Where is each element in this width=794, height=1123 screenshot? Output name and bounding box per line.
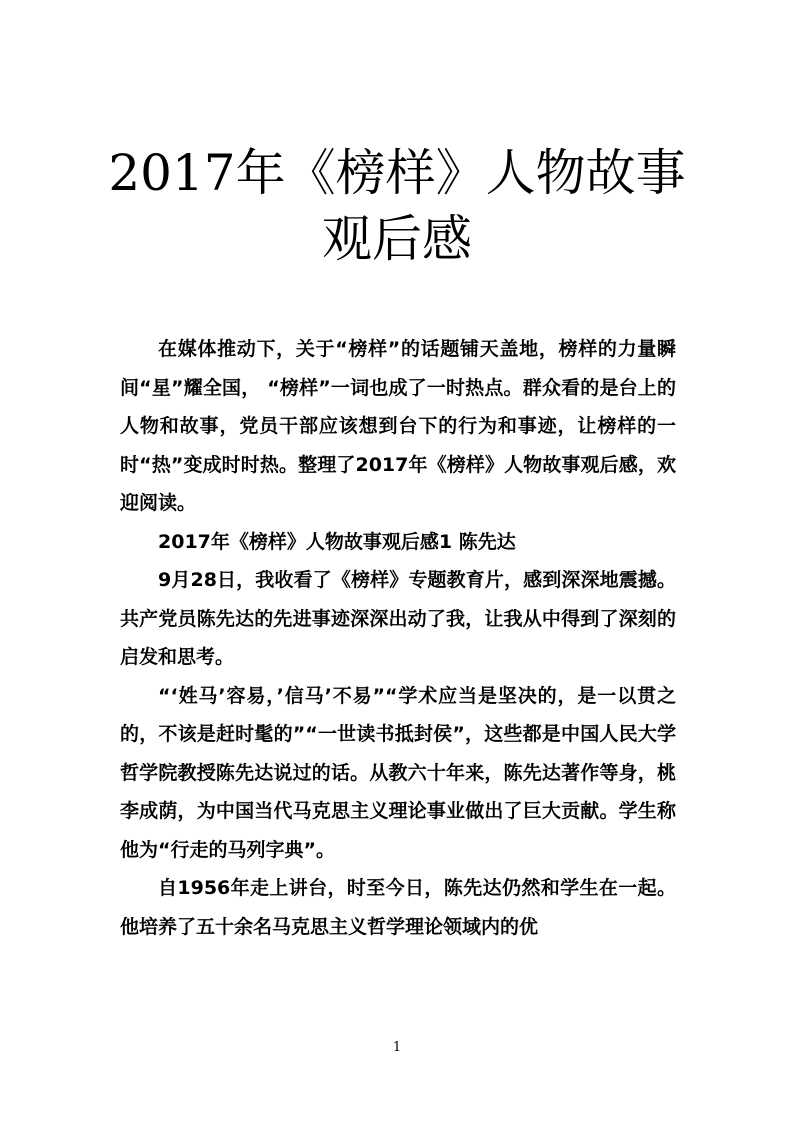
page-number: 1 <box>392 1040 402 1055</box>
document-body <box>120 330 676 946</box>
body-paragraph: 9月28日，我收看了《榜样》专题教育片，感到深深地震撼。共产党员陈先达的先进事迹深深出动了我，让我从中得到了深刻的启发和思考。 <box>120 569 676 668</box>
section-heading: 2017年《榜样》人物故事观后感1 陈先达 <box>158 530 516 553</box>
document-title: 2017年《榜样》人物故事观后感 <box>108 144 686 268</box>
body-paragraph: 自1956年走上讲台，时至今日，陈先达仍然和学生在一起。他培养了五十余名马克思主义哲学理论领域内的优 <box>120 877 676 938</box>
body-paragraph: “‘姓马’容易，’信马’不易”“学术应当是坚决的，是一以贯之的，不该是赶时髦的”“一世读书抵封侯”，这些都是中国人民大学哲学院教授陈先达说过的话。从教六十年来，陈先达著作等身，桃李成荫，为中国当代马克思主义理论事业做出了巨大贡献。学生称他为“行走的马列字典”。 <box>120 684 676 861</box>
intro-paragraph: 在媒体推动下，关于“榜样”的话题铺天盖地，榜样的力量瞬间“星”耀全国， “榜样”一词也成了一时热点。群众看的是台上的人物和故事，党员干部应该想到台下的行为和事迹，让榜样的一时“热”变成时时热。整理了2017年《榜样》人物故事观后感，欢迎阅读。 <box>120 338 676 514</box>
